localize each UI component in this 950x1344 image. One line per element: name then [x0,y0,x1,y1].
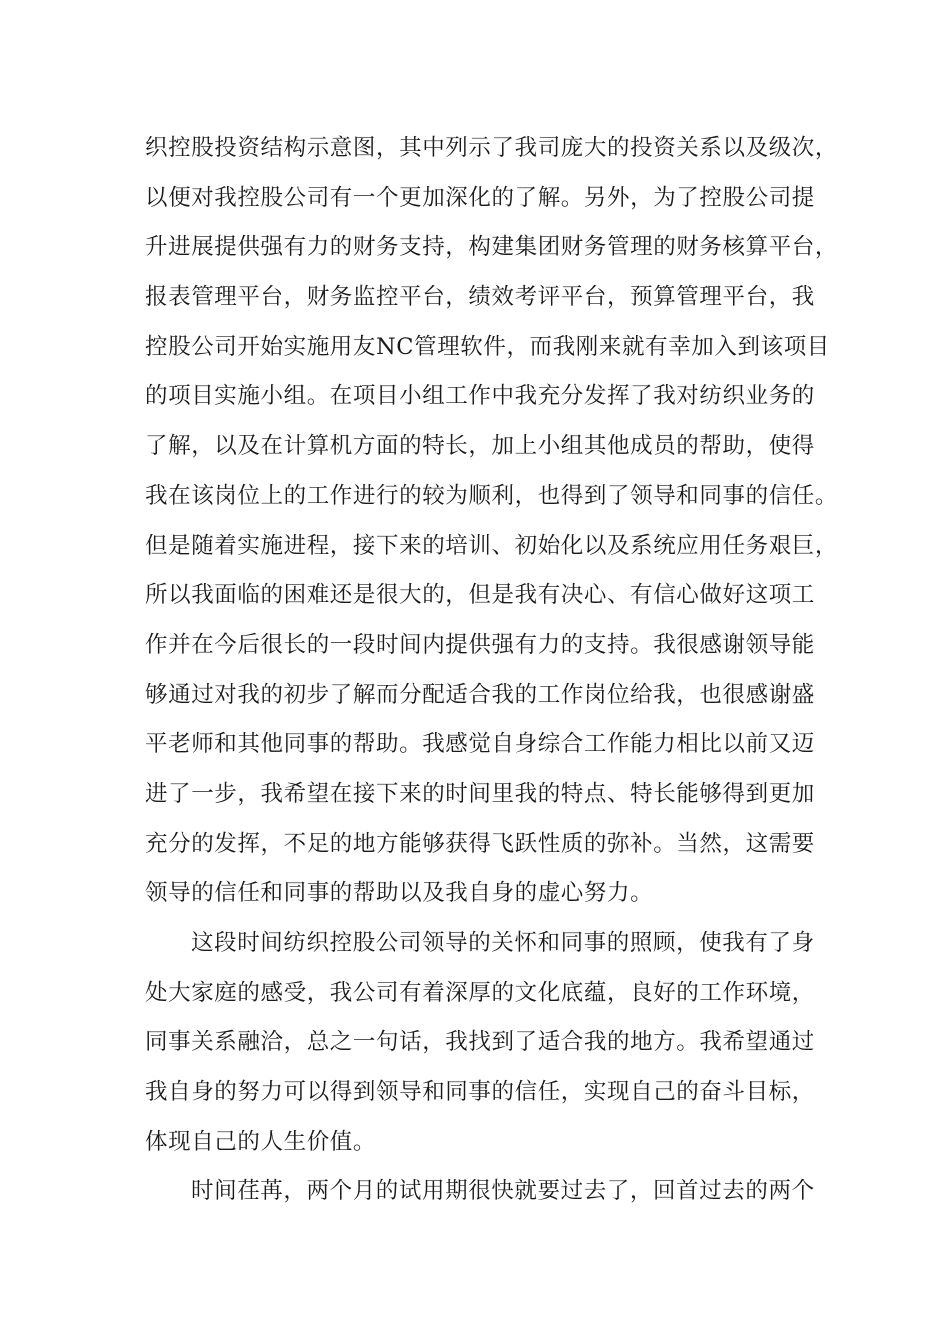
paragraph-start-line: 这段时间纺织控股公司领导的关怀和同事的照顾，使我有了身 [191,930,815,956]
text-line: 控股公司开始实施用友NC管理软件，而我刚来就有幸加入到该项目 [145,333,830,360]
text-line: 充分的发挥，不足的地方能够获得飞跃性质的弥补。当然，这需要 [145,830,815,857]
text-line: 但是随着实施进程，接下来的培训、初始化以及系统应用任务艰巨， [145,532,839,559]
text-line: 报表管理平台，财务监控平台，绩效考评平台，预算管理平台，我 [145,284,815,311]
text-line: 织控股投资结构示意图，其中列示了我司庞大的投资关系以及级次， [145,135,839,161]
text-line: 作并在今后很长的一段时间内提供强有力的支持。我很感谢领导能 [145,631,815,658]
text-line: 我自身的努力可以得到领导和同事的信任，实现自己的奋斗目标， [145,1079,815,1106]
text-line: 体现自己的人生价值。 [145,1128,377,1155]
paragraph-start-line: 时间荏苒，两个月的试用期很快就要过去了，回首过去的两个 [191,1178,815,1205]
text-line: 了解，以及在计算机方面的特长，加上小组其他成员的帮助，使得 [145,433,815,460]
text-line: 升进展提供强有力的财务支持，构建集团财务管理的财务核算平台， [145,234,839,261]
text-line: 进了一步，我希望在接下来的时间里我的特点、特长能够得到更加 [145,780,815,807]
text-line: 领导的信任和同事的帮助以及我自身的虚心努力。 [145,880,654,907]
text-line: 我在该岗位上的工作进行的较为顺利，也得到了领导和同事的信任。 [145,482,839,509]
text-line: 处大家庭的感受，我公司有着深厚的文化底蕴，良好的工作环境， [145,979,815,1006]
text-line: 所以我面临的困难还是很大的，但是我有决心、有信心做好这项工 [145,582,815,609]
document-body [145,124,839,1217]
text-line: 够通过对我的初步了解而分配适合我的工作岗位给我，也很感谢盛 [145,681,815,708]
text-line: 的项目实施小组。在项目小组工作中我充分发挥了我对纺织业务的 [145,383,815,410]
text-line: 平老师和其他同事的帮助。我感觉自身综合工作能力相比以前又迈 [145,731,815,758]
text-line: 同事关系融洽，总之一句话，我找到了适合我的地方。我希望通过 [145,1029,815,1056]
text-line: 以便对我控股公司有一个更加深化的了解。另外，为了控股公司提 [145,184,815,211]
